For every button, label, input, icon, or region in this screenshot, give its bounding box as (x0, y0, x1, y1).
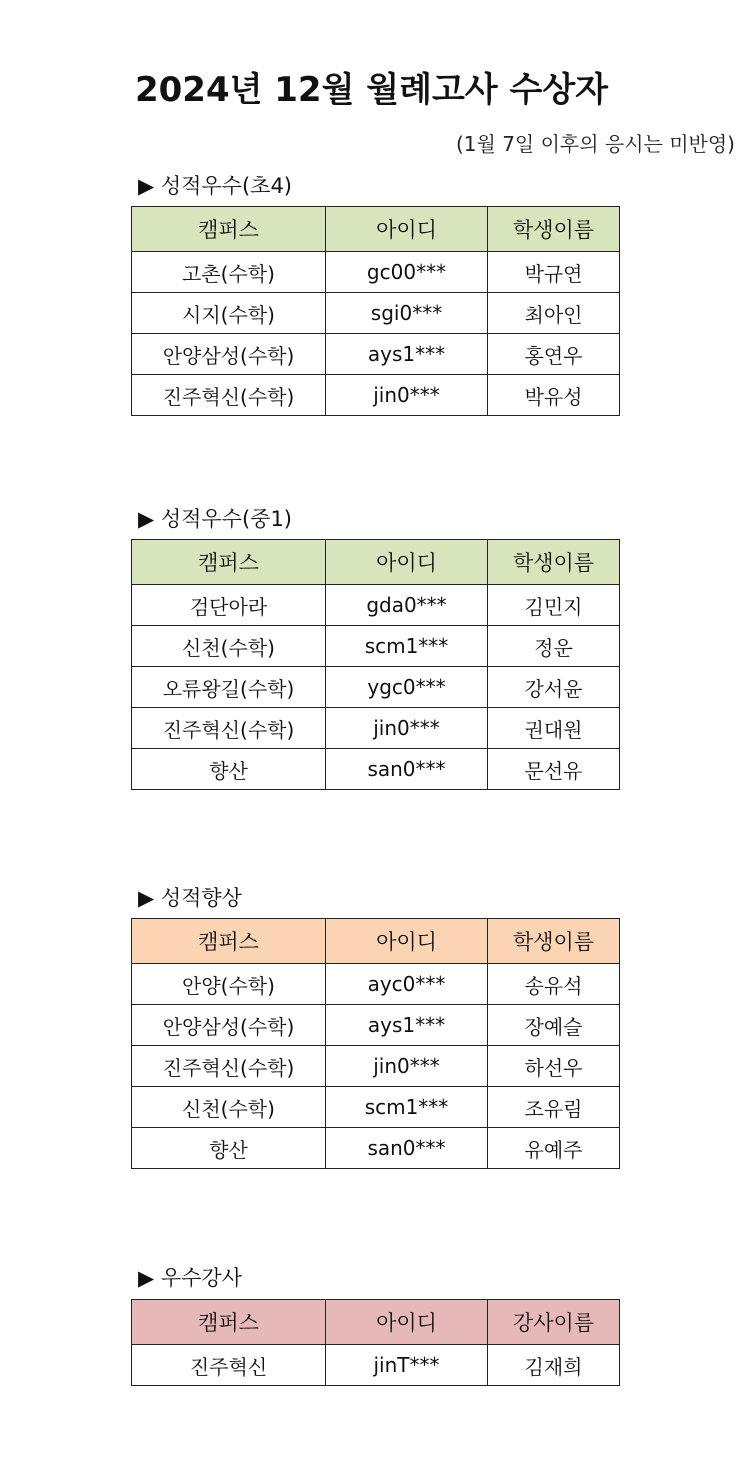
table-row (132, 749, 620, 790)
cell-campus: 안양(수학) (132, 964, 326, 1005)
cell-id: jin0*** (326, 1046, 488, 1087)
table-row (132, 1046, 620, 1087)
cell-name: 최아인 (488, 293, 620, 334)
cell-id: ays1*** (326, 334, 488, 375)
table-row (132, 1345, 620, 1386)
table-middle-excellence (131, 539, 620, 790)
cell-name: 김재희 (488, 1345, 620, 1386)
table-row (132, 375, 620, 416)
cell-name: 정운 (488, 626, 620, 667)
table-row (132, 252, 620, 293)
header-id: 아이디 (326, 207, 488, 252)
header-name: 학생이름 (488, 540, 620, 585)
cell-name: 조유림 (488, 1087, 620, 1128)
cell-id: san0*** (326, 1128, 488, 1169)
cell-campus: 진주혁신 (132, 1345, 326, 1386)
cell-id: ygc0*** (326, 667, 488, 708)
section-label-elementary-excellence: ▶ 성적우수(초4) (138, 174, 293, 198)
header-name: 강사이름 (488, 1300, 620, 1345)
table-row (132, 334, 620, 375)
table-row (132, 293, 620, 334)
cell-name: 장예슬 (488, 1005, 620, 1046)
cell-id: jin0*** (326, 375, 488, 416)
table-elementary-excellence (131, 206, 620, 416)
table-header-row (132, 919, 620, 964)
header-name: 학생이름 (488, 207, 620, 252)
table-header-row (132, 207, 620, 252)
cell-id: sgi0*** (326, 293, 488, 334)
cell-campus: 오류왕길(수학) (132, 667, 326, 708)
cell-id: jinT*** (326, 1345, 488, 1386)
header-campus: 캠퍼스 (132, 540, 326, 585)
cell-id: ays1*** (326, 1005, 488, 1046)
header-id: 아이디 (326, 919, 488, 964)
cell-id: gc00*** (326, 252, 488, 293)
cell-id: scm1*** (326, 626, 488, 667)
table-row (132, 585, 620, 626)
cell-name: 하선우 (488, 1046, 620, 1087)
cell-campus: 진주혁신(수학) (132, 1046, 326, 1087)
cell-name: 문선유 (488, 749, 620, 790)
header-campus: 캠퍼스 (132, 1300, 326, 1345)
cell-name: 박유성 (488, 375, 620, 416)
cell-name: 강서윤 (488, 667, 620, 708)
cell-campus: 진주혁신(수학) (132, 375, 326, 416)
table-row (132, 964, 620, 1005)
cell-id: gda0*** (326, 585, 488, 626)
cell-campus: 안양삼성(수학) (132, 334, 326, 375)
table-row (132, 1128, 620, 1169)
table-row (132, 626, 620, 667)
header-name: 학생이름 (488, 919, 620, 964)
page-title: 2024년 12월 월례고사 수상자 (134, 70, 609, 110)
header-campus: 캠퍼스 (132, 207, 326, 252)
cell-id: scm1*** (326, 1087, 488, 1128)
cell-name: 홍연우 (488, 334, 620, 375)
table-row (132, 1005, 620, 1046)
cell-name: 권대원 (488, 708, 620, 749)
table-most-improved (131, 918, 620, 1169)
cell-id: ayc0*** (326, 964, 488, 1005)
notice-text: (1월 7일 이후의 응시는 미반영) (455, 132, 735, 156)
table-row (132, 1087, 620, 1128)
cell-name: 송유석 (488, 964, 620, 1005)
cell-campus: 향산 (132, 1128, 326, 1169)
cell-id: san0*** (326, 749, 488, 790)
cell-campus: 시지(수학) (132, 293, 326, 334)
cell-name: 유예주 (488, 1128, 620, 1169)
table-row (132, 667, 620, 708)
header-id: 아이디 (326, 1300, 488, 1345)
header-id: 아이디 (326, 540, 488, 585)
cell-name: 박규연 (488, 252, 620, 293)
cell-campus: 안양삼성(수학) (132, 1005, 326, 1046)
cell-campus: 향산 (132, 749, 326, 790)
cell-id: jin0*** (326, 708, 488, 749)
table-header-row (132, 1300, 620, 1345)
header-campus: 캠퍼스 (132, 919, 326, 964)
cell-campus: 검단아라 (132, 585, 326, 626)
table-best-instructor (131, 1299, 620, 1386)
cell-name: 김민지 (488, 585, 620, 626)
cell-campus: 고촌(수학) (132, 252, 326, 293)
table-row (132, 708, 620, 749)
section-label-most-improved: ▶ 성적향상 (138, 886, 242, 910)
cell-campus: 진주혁신(수학) (132, 708, 326, 749)
section-label-middle-excellence: ▶ 성적우수(중1) (138, 507, 293, 531)
cell-campus: 신천(수학) (132, 1087, 326, 1128)
section-label-best-instructor: ▶ 우수강사 (138, 1266, 242, 1290)
cell-campus: 신천(수학) (132, 626, 326, 667)
table-header-row (132, 540, 620, 585)
